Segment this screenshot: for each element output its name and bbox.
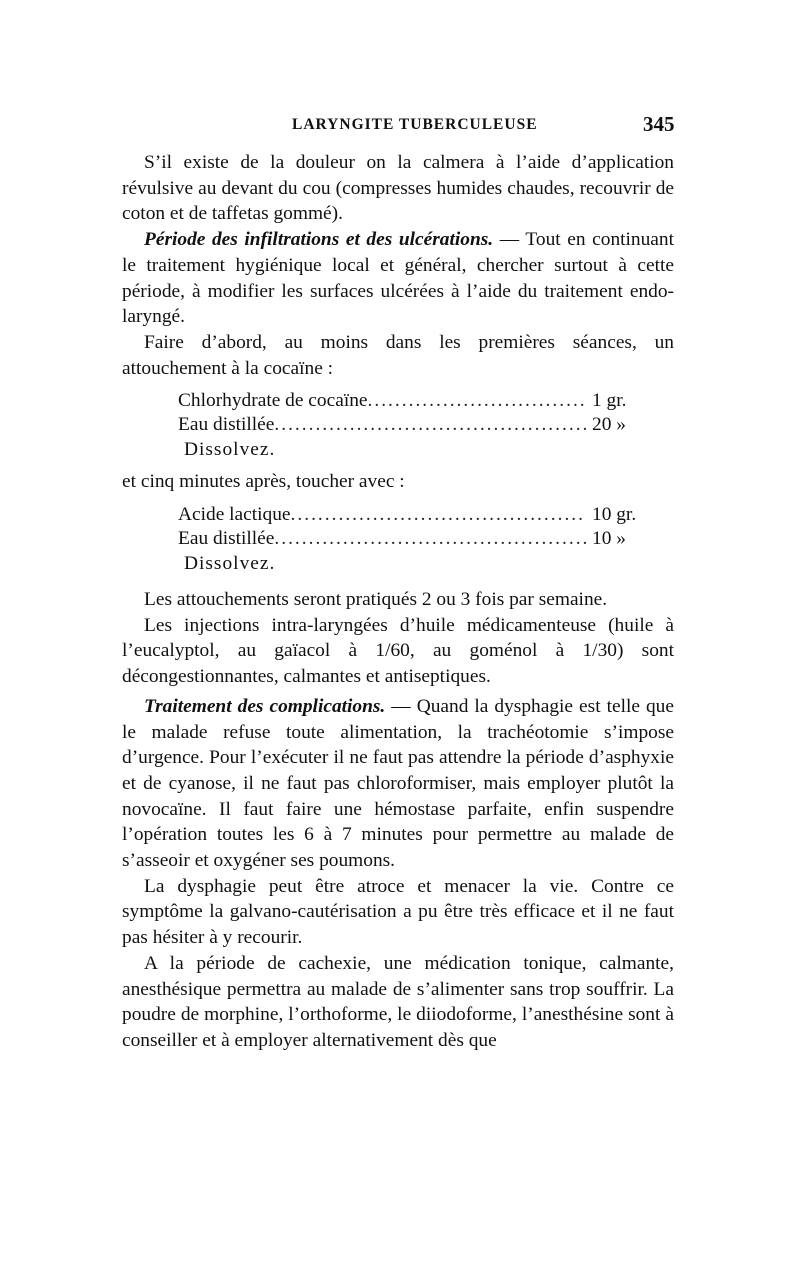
- ingredient-quantity: 10 »: [592, 528, 626, 550]
- section-heading-complications: Traitement des complications.: [144, 695, 386, 717]
- recipe-line: [178, 389, 674, 413]
- ingredient-name: Chlorhydrate de cocaïne: [178, 390, 368, 412]
- ingredient-quantity: 1 gr.: [592, 390, 627, 412]
- recipe-line: [178, 413, 674, 437]
- paragraph-attouchements: Les attouchements seront pratiqués 2 ou 3 fois par semaine.: [144, 589, 608, 611]
- dot-leader: [274, 413, 586, 437]
- paragraph-dysphagie: La dysphagie peut être atroce et menacer la vie. Contre ce symptôme la galvano-cautérisation a pu être très efficace et il ne faut pas hésiter à y recourir.: [122, 875, 674, 949]
- paragraph-infiltrations-text: — Tout en continuant le traitement hygiénique local et général, chercher surtout à cette période, à modifier les surfaces ulcérées à l’aide du traitement endo-laryngé.: [122, 229, 674, 328]
- ingredient-name: Eau distillée: [178, 528, 275, 550]
- paragraph-cachexie: A la période de cachexie, une médication tonique, calmante, anesthésique permettra au malade de s’alimenter sans trop souffrir. La poudre de morphine, l’orthoforme, le diiodoforme, l’anesthésine sont à conseiller et à employer alternativement dès que: [122, 952, 674, 1051]
- recipe-line: [178, 527, 674, 551]
- recipe-acide-lactique: [178, 503, 674, 577]
- dot-leader: [274, 527, 586, 551]
- recipe-line: [178, 503, 674, 527]
- paragraph-complications: [122, 694, 674, 874]
- ingredient-name: Eau distillée: [178, 414, 275, 436]
- paragraph-douleur: S’il existe de la douleur on la calmera à l’aide d’application révulsive au devant du cou (compresses humides chaudes, recouvrir de coton et de taffetas gommé).: [122, 152, 674, 225]
- recipe-instruction: Dissolvez.: [184, 553, 276, 575]
- dot-leader: [291, 503, 586, 527]
- ingredient-name: Acide lactique: [178, 504, 291, 526]
- paragraph-cinq-minutes: et cinq minutes après, toucher avec :: [122, 471, 405, 493]
- recipe-cocaine: [178, 389, 674, 463]
- page-number: 345: [643, 112, 675, 136]
- section-heading-infiltrations: Période des infiltrations et des ulcérations.: [144, 229, 494, 251]
- recipe-instruction: Dissolvez.: [184, 439, 276, 461]
- paragraph-cocaine-intro: Faire d’abord, au moins dans les premières séances, un attouchement à la cocaïne :: [122, 331, 674, 379]
- dot-leader: [368, 389, 586, 413]
- ingredient-quantity: 10 gr.: [592, 504, 637, 526]
- paragraph-infiltrations: [122, 227, 674, 330]
- page-body: [122, 150, 674, 1054]
- ingredient-quantity: 20 »: [592, 414, 626, 436]
- paragraph-injections: Les injections intra-laryngées d’huile médicamenteuse (huile à l’eucalyptol, au gaïacol à 1/60, au goménol à 1/30) sont décongestionnantes, calmantes et antiseptiques.: [122, 614, 674, 688]
- paragraph-complications-text: — Quand la dysphagie est telle que le malade refuse toute alimentation, la trachéotomie s’impose d’urgence. Pour l’exécuter il ne faut pas attendre la période d’asphyxie et de cyanose, il ne faut pas chloroformiser, mais employer plutôt la novocaïne. Il faut faire une hémostase parfaite, enfin suspendre l’opération toutes les 6 à 7 minutes pour permettre au malade de s’asseoir et oxygéner ses poumons.: [122, 695, 674, 872]
- running-head: LARYNGITE TUBERCULEUSE: [292, 116, 538, 133]
